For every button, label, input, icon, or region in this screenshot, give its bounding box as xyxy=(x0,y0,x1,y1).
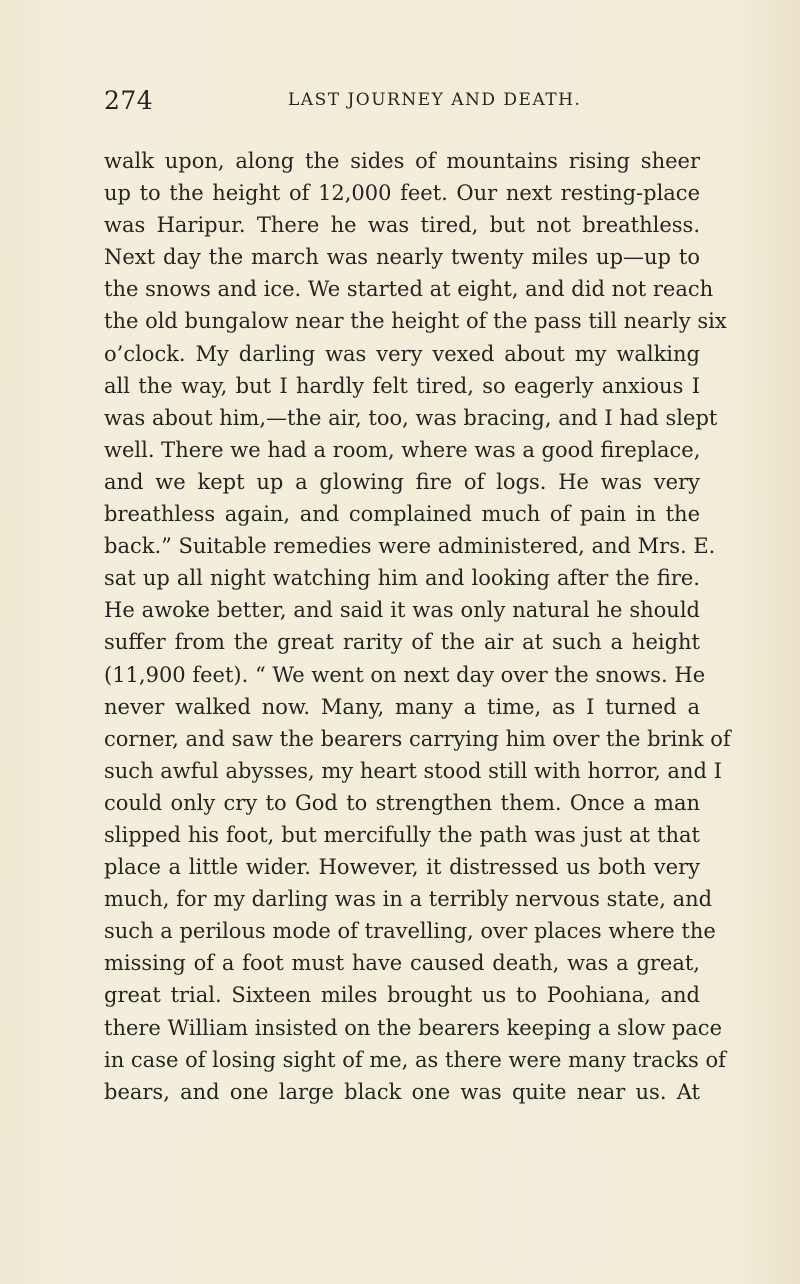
running-title: LAST JOURNEY AND DEATH. xyxy=(288,90,582,110)
text-line: all the way, but I hardly felt tired, so eagerly anxious I xyxy=(104,373,700,398)
text-line: place a little wider. However, it distressed us both very xyxy=(104,855,700,880)
text-line: never walked now. Many, many a time, as I turned a xyxy=(104,694,700,719)
text-line: in case of losing sight of me, as there were many tracks of xyxy=(104,1047,726,1072)
text-line: and we kept up a glowing fire of logs. He was very xyxy=(104,469,700,494)
text-line: corner, and saw the bearers carrying him over the brink of xyxy=(104,726,731,751)
text-line: walk upon, along the sides of mountains rising sheer xyxy=(104,149,700,173)
text-line: the old bungalow near the height of the pass till nearly six xyxy=(104,309,727,334)
text-line: such awful abysses, my heart stood still with horror, and I xyxy=(104,758,722,783)
page-number: 274 xyxy=(104,86,154,115)
text-line: breathless again, and complained much of pain in the xyxy=(104,502,700,527)
text-line: was Haripur. There he was tired, but not breathless. xyxy=(104,213,700,238)
page-header xyxy=(104,86,700,126)
text-line: o’clock. My darling was very vexed about my walking xyxy=(104,341,700,366)
text-line: back.” Suitable remedies were administered, and Mrs. E. xyxy=(104,534,716,559)
text-line: could only cry to God to strengthen them. Once a man xyxy=(104,790,700,815)
text-line: much, for my darling was in a terribly nervous state, and xyxy=(104,887,713,912)
text-line: was about him,—the air, too, was bracing, and I had slept xyxy=(104,405,718,430)
text-line: there William insisted on the bearers keeping a slow pace xyxy=(104,1015,722,1040)
text-line: great trial. Sixteen miles brought us to Poohiana, and xyxy=(104,983,700,1008)
text-line: slipped his foot, but mercifully the path was just at that xyxy=(104,822,700,847)
text-line: the snows and ice. We started at eight, and did not reach xyxy=(104,277,714,302)
text-line: sat up all night watching him and looking after the fire. xyxy=(104,566,700,591)
text-line: such a perilous mode of travelling, over places where the xyxy=(104,919,716,944)
text-line: suffer from the great rarity of the air at such a height xyxy=(104,630,700,655)
text-line: Next day the march was nearly twenty miles up—up to xyxy=(104,245,700,270)
text-line: (11,900 feet). “ We went on next day over the snows. He xyxy=(104,662,706,687)
body-text xyxy=(104,145,731,1108)
text-line: well. There we had a room, where was a good fireplace, xyxy=(104,437,701,462)
text-line: He awoke better, and said it was only natural he should xyxy=(104,598,700,623)
text-line: missing of a foot must have caused death, was a great, xyxy=(104,951,700,976)
text-line: up to the height of 12,000 feet. Our next resting-place xyxy=(104,181,700,206)
text-line: bears, and one large black one was quite near us. At xyxy=(104,1079,700,1104)
